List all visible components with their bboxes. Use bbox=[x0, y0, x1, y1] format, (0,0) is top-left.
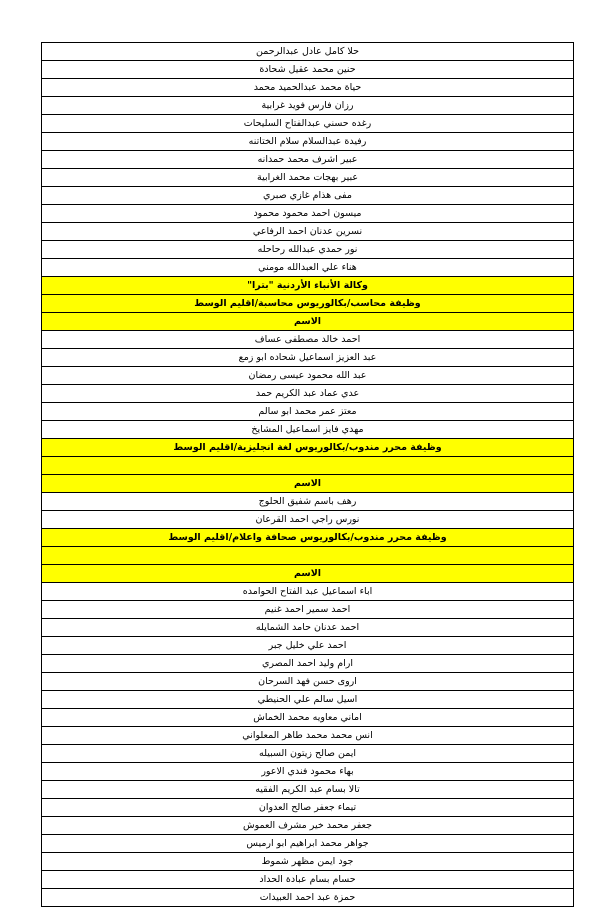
name-cell: عبد الله محمود عيسى رمضان bbox=[42, 367, 574, 385]
name-cell: ارام وليد احمد المصري bbox=[42, 655, 574, 673]
table-row bbox=[42, 79, 574, 97]
table-row bbox=[42, 871, 574, 889]
names-table-body bbox=[42, 43, 574, 907]
section-title-cell: وكالة الأنباء الأردنية "بترا" bbox=[42, 277, 574, 295]
table-row bbox=[42, 205, 574, 223]
name-cell: عبير اشرف محمد حمدانه bbox=[42, 151, 574, 169]
name-cell: ميسون احمد محمود محمود bbox=[42, 205, 574, 223]
name-cell: نورس راجي احمد القرعان bbox=[42, 511, 574, 529]
table-row bbox=[42, 133, 574, 151]
table-row bbox=[42, 889, 574, 907]
table-row bbox=[42, 817, 574, 835]
name-cell: احمد عدنان حامد الشمايله bbox=[42, 619, 574, 637]
name-cell: نسرين عدنان احمد الرفاعي bbox=[42, 223, 574, 241]
column-header-cell: الاسم bbox=[42, 475, 574, 493]
table-row bbox=[42, 403, 574, 421]
name-cell: تالا بسام عبد الكريم الفقيه bbox=[42, 781, 574, 799]
table-row bbox=[42, 835, 574, 853]
table-row bbox=[42, 529, 574, 547]
table-row bbox=[42, 187, 574, 205]
blank-cell bbox=[42, 547, 574, 565]
table-row bbox=[42, 493, 574, 511]
name-cell: رفيدة عبدالسلام سلام الختاتنه bbox=[42, 133, 574, 151]
table-row bbox=[42, 349, 574, 367]
table-row bbox=[42, 241, 574, 259]
name-cell: حمزة عبد احمد العبيدات bbox=[42, 889, 574, 907]
table-row bbox=[42, 115, 574, 133]
name-cell: احمد علي خليل جبر bbox=[42, 637, 574, 655]
name-cell: حسام بسام عبادة الحداد bbox=[42, 871, 574, 889]
name-cell: حلا كامل عادل عبدالرحمن bbox=[42, 43, 574, 61]
table-row bbox=[42, 61, 574, 79]
name-cell: تيماء جعفر صالح العدوان bbox=[42, 799, 574, 817]
blank-cell bbox=[42, 457, 574, 475]
table-row bbox=[42, 781, 574, 799]
name-cell: جعفر محمد خير مشرف العموش bbox=[42, 817, 574, 835]
name-cell: اروى حسن فهد السرحان bbox=[42, 673, 574, 691]
table-row bbox=[42, 97, 574, 115]
table-row bbox=[42, 43, 574, 61]
name-cell: حياة محمد عبدالحميد محمد bbox=[42, 79, 574, 97]
name-cell: انس محمد محمد طاهر المعلواني bbox=[42, 727, 574, 745]
name-cell: مفى هذام غازي صبري bbox=[42, 187, 574, 205]
name-cell: معتز عمر محمد ابو سالم bbox=[42, 403, 574, 421]
name-cell: حنين محمد عقيل شحادة bbox=[42, 61, 574, 79]
name-cell: هناء علي العبدالله مومني bbox=[42, 259, 574, 277]
table-row bbox=[42, 295, 574, 313]
names-table bbox=[41, 42, 574, 907]
table-row bbox=[42, 457, 574, 475]
table-row bbox=[42, 709, 574, 727]
name-cell: جواهر محمد ابراهيم ابو ارميس bbox=[42, 835, 574, 853]
table-row bbox=[42, 151, 574, 169]
name-cell: اباء اسماعيل عبد الفتاح الحوامده bbox=[42, 583, 574, 601]
table-row bbox=[42, 385, 574, 403]
section-title-cell: وظيفة محرر مندوب/بكالوريوس لغة انجليزية/اقليم الوسط bbox=[42, 439, 574, 457]
table-row bbox=[42, 853, 574, 871]
name-cell: عبد العزيز اسماعيل شحاده ابو زمع bbox=[42, 349, 574, 367]
table-row bbox=[42, 259, 574, 277]
name-cell: نور حمدي عبدالله رحاحله bbox=[42, 241, 574, 259]
table-row bbox=[42, 691, 574, 709]
table-row bbox=[42, 583, 574, 601]
table-row bbox=[42, 565, 574, 583]
table-row bbox=[42, 277, 574, 295]
table-row bbox=[42, 655, 574, 673]
table-row bbox=[42, 439, 574, 457]
name-cell: رزان فارس فويد غرابية bbox=[42, 97, 574, 115]
table-row bbox=[42, 727, 574, 745]
table-row bbox=[42, 511, 574, 529]
name-cell: جود ايمن مظهر شموط bbox=[42, 853, 574, 871]
table-row bbox=[42, 745, 574, 763]
table-row bbox=[42, 799, 574, 817]
name-cell: اماني معاويه محمد الخماش bbox=[42, 709, 574, 727]
table-row bbox=[42, 421, 574, 439]
section-title-cell: وظيفة محرر مندوب/بكالوريوس صحافة واعلام/اقليم الوسط bbox=[42, 529, 574, 547]
name-cell: عدي عماد عبد الكريم حمد bbox=[42, 385, 574, 403]
table-row bbox=[42, 313, 574, 331]
table-row bbox=[42, 763, 574, 781]
column-header-cell: الاسم bbox=[42, 565, 574, 583]
name-cell: مهدي فايز اسماعيل المشايخ bbox=[42, 421, 574, 439]
name-cell: احمد سمير احمد غنيم bbox=[42, 601, 574, 619]
name-cell: رغده حسني عبدالفتاح السليحات bbox=[42, 115, 574, 133]
table-row bbox=[42, 223, 574, 241]
table-row bbox=[42, 367, 574, 385]
name-cell: اسيل سالم علي الحنيطي bbox=[42, 691, 574, 709]
table-row bbox=[42, 637, 574, 655]
table-row bbox=[42, 169, 574, 187]
table-row bbox=[42, 547, 574, 565]
name-cell: بهاء محمود فندي الاعور bbox=[42, 763, 574, 781]
table-row bbox=[42, 673, 574, 691]
name-cell: ايمن صالح زيتون السبيله bbox=[42, 745, 574, 763]
name-cell: عبير بهجات محمد الغرابية bbox=[42, 169, 574, 187]
name-cell: رهف باسم شفيق الحلوج bbox=[42, 493, 574, 511]
section-title-cell: وظيفة محاسب/بكالوريوس محاسبة/اقليم الوسط bbox=[42, 295, 574, 313]
table-row bbox=[42, 475, 574, 493]
names-table-container bbox=[41, 42, 574, 907]
table-row bbox=[42, 331, 574, 349]
table-row bbox=[42, 619, 574, 637]
table-row bbox=[42, 601, 574, 619]
column-header-cell: الاسم bbox=[42, 313, 574, 331]
name-cell: احمد خالد مصطفى عساف bbox=[42, 331, 574, 349]
